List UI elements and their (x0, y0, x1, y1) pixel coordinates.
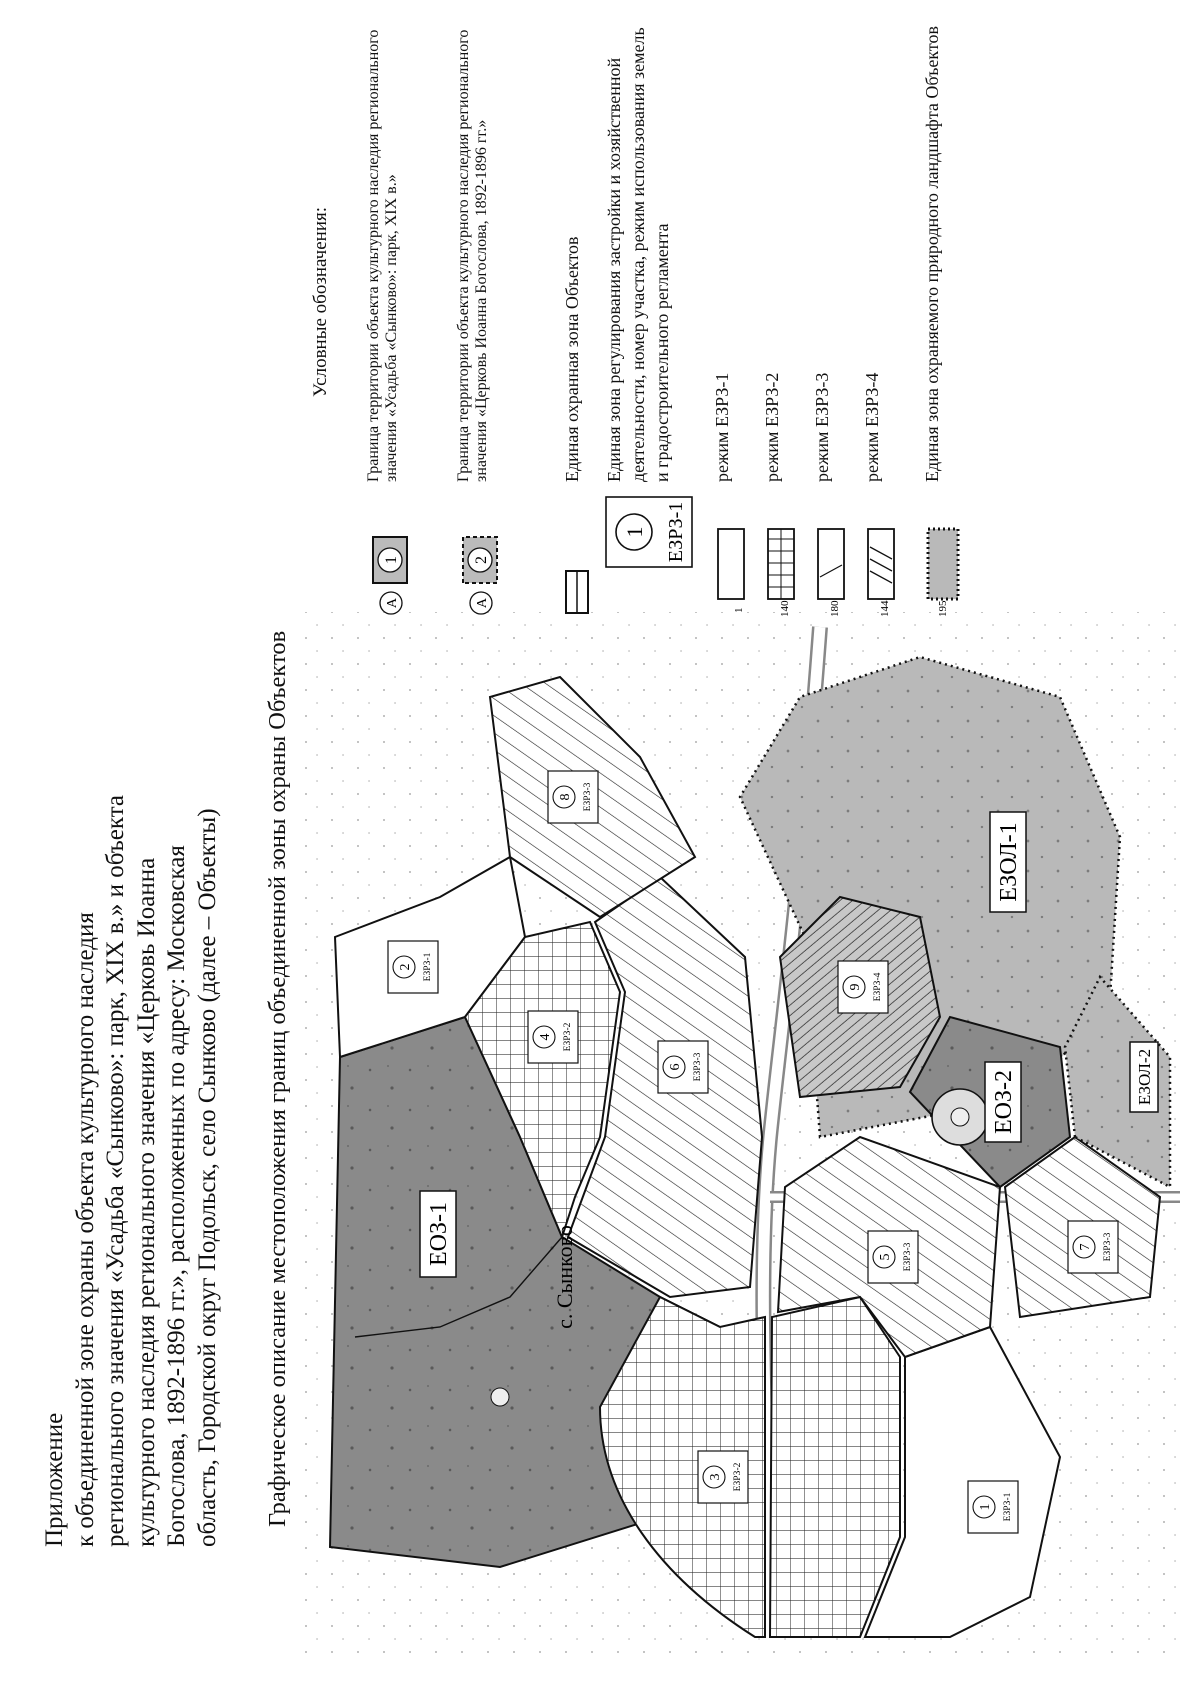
object-boundary-symbol (365, 487, 415, 617)
header-line: область, Городской округ Подольск, село Сынково (далее – Объекты) (193, 808, 221, 1547)
village-label: с. Сынково (552, 1225, 577, 1329)
parcel-label-2 (388, 941, 438, 993)
parcel-mode: ЕЗРЗ-3 (903, 1242, 913, 1272)
header-line: культурного наследия регионального значения «Церковь Иоанна (132, 857, 160, 1547)
parcel-number: 7 (1078, 1243, 1093, 1251)
zone-map (300, 612, 1180, 1657)
legend-parcel-mode: ЕЗРЗ-1 (665, 501, 687, 563)
zone-label-text: ЕОЗ-2 (991, 1069, 1017, 1135)
legend-marker-number: 2 (473, 556, 490, 564)
parcel-number: 2 (398, 963, 413, 971)
parcel-label-9 (838, 961, 888, 1013)
legend-marker-letter: A (385, 597, 400, 609)
object-boundary-symbol (455, 487, 505, 617)
mode-4-swatch (860, 487, 900, 617)
object-marker-1 (491, 1388, 509, 1406)
parcel-mode: ЕЗРЗ-1 (423, 952, 433, 982)
legend-item-text: Единая зона регулирования застройки и хозяйственной деятельности, номер участка, режим использования земель и градостроительного регламента (604, 27, 672, 482)
parcel-number: 5 (878, 1253, 893, 1261)
legend-item-mode-2 (760, 17, 800, 617)
ezol-boundary-symbol (920, 487, 970, 617)
eoz-boundary-symbol (560, 487, 596, 617)
zone-label-text: ЕОЗ-1 (426, 1201, 452, 1267)
parcel-label-1 (968, 1481, 1018, 1533)
zone-label-ezol-1 (990, 812, 1026, 912)
legend-item-text: Единая охранная зона Объектов (562, 236, 582, 482)
parcel-label-6 (658, 1041, 708, 1093)
parcel-label-7 (1068, 1221, 1118, 1273)
legend-item-text: режим ЕЗРЗ-1 (712, 372, 732, 482)
legend-item-text: Единая зона охраняемого природного ландшафта Объектов (922, 25, 942, 482)
mode-3-swatch (810, 487, 850, 617)
legend-item-text: режим ЕЗРЗ-4 (862, 372, 882, 482)
parcel-mode: ЕЗРЗ-3 (693, 1052, 703, 1082)
parcel-number: 9 (848, 983, 863, 991)
object-marker-2 (951, 1108, 969, 1126)
parcel-label-4 (528, 1011, 578, 1063)
legend-sample-number: 195 (937, 600, 949, 617)
legend-sample-number: 1 (733, 607, 745, 613)
legend-item-mode-4 (860, 17, 900, 617)
legend-marker-letter: A (475, 597, 490, 609)
legend-sample-number: 140 (779, 600, 791, 617)
parcel-number: 8 (558, 793, 573, 801)
header-line: к объединенной зоне охраны объекта культурного наследия (71, 912, 99, 1547)
legend-item-ezol (920, 17, 980, 617)
legend-parcel-number: 1 (622, 526, 647, 538)
zone-label-eoz-1 (420, 1191, 456, 1277)
map-subtitle: Графическое описание местоположения границ объединенной зоны охраны Объектов (264, 630, 291, 1527)
mode-1-swatch (710, 487, 750, 617)
parcel-mode: ЕЗРЗ-4 (873, 972, 883, 1002)
legend-sample-number: 144 (879, 600, 891, 617)
parcel-number: 3 (708, 1473, 723, 1481)
parcel-mode: ЕЗРЗ-1 (1003, 1492, 1013, 1522)
legend-sample-number: 180 (829, 600, 841, 617)
header-line: регионального значения «Усадьба «Сынково»: парк, XIX в.» и объекта (102, 794, 129, 1547)
legend-marker-number: 1 (383, 556, 400, 564)
zone-label-eoz-2 (985, 1062, 1021, 1142)
legend-item-eoz (560, 17, 596, 617)
parcel-mode: ЕЗРЗ-3 (583, 782, 593, 812)
legend-title: Условные обозначения: (310, 206, 331, 397)
parcel-label-8 (548, 771, 598, 823)
parcel-number: 6 (668, 1063, 683, 1071)
parcel-3b (770, 1297, 900, 1637)
legend-item-object-1 (365, 17, 435, 617)
parcel-mode: ЕЗРЗ-2 (563, 1022, 573, 1052)
zone-label-ezol-2 (1130, 1042, 1158, 1112)
legend-item-ezrz (602, 17, 702, 617)
zone-label-text: ЕЗОЛ-2 (1135, 1048, 1154, 1106)
legend-item-text: Граница территории объекта культурного наследия регионального значения «Усадьба «Сынково»: парк, XIX в.» (365, 29, 400, 482)
parcel-mode: ЕЗРЗ-3 (1103, 1232, 1113, 1262)
legend-item-text: режим ЕЗРЗ-3 (812, 372, 832, 482)
legend-item-text: Граница территории объекта культурного наследия регионального значения «Церковь Иоанна Богослова, 1892-1896 гг.» (455, 29, 490, 482)
parcel-number: 4 (538, 1033, 553, 1041)
ezrz-parcel-symbol (602, 487, 702, 617)
parcel-number: 1 (978, 1503, 993, 1511)
zone-label-text: ЕЗОЛ-1 (996, 822, 1022, 902)
header-line: Приложение (41, 1412, 68, 1547)
legend-item-text: режим ЕЗРЗ-2 (762, 372, 782, 482)
legend-item-mode-1 (710, 17, 750, 617)
header-line: Богослова, 1892-1896 гг.», расположенных по адресу: Московская (163, 845, 190, 1547)
parcel-label-5 (868, 1231, 918, 1283)
legend (290, 17, 1190, 617)
header-text (40, 687, 223, 1547)
legend-item-mode-3 (810, 17, 850, 617)
mode-2-swatch (760, 487, 800, 617)
parcel-mode: ЕЗРЗ-2 (733, 1462, 743, 1492)
legend-item-object-2 (455, 17, 525, 617)
parcel-label-3 (698, 1451, 748, 1503)
